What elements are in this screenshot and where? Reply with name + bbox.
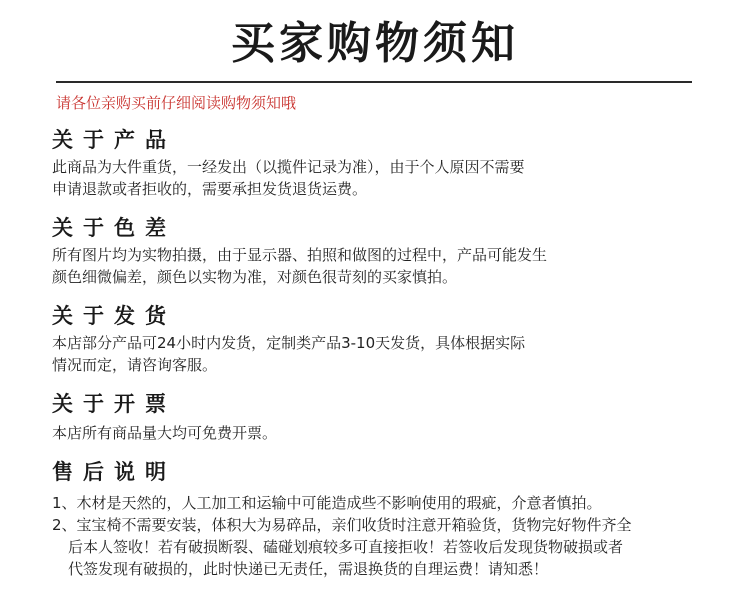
section-color-line-1: 所有图片均为实物拍摄，由于显示器、拍照和做图的过程中，产品可能发生 [52,246,548,264]
section-heading-invoice: 关于开票 [52,392,176,416]
section-product-line-1: 此商品为大件重货，一经发出（以揽件记录为准），由于个人原因不需要 [52,158,525,176]
page-title: 买家购物须知 [231,18,519,69]
section-product-line-2: 申请退款或者拒收的，需要承担发货退货运费。 [52,180,368,198]
section-after-sales-line-4: 代签发现有破损的，此时快递已无责任，需退换货的自理运费！请知悉！ [68,560,549,578]
section-after-sales-line-3: 后本人签收！若有破损断裂、磕碰划痕较多可直接拒收！若签收后发现货物破损或者 [68,538,624,556]
section-shipping-line-1: 本店部分产品可24小时内发货，定制类产品3-10天发货，具体根据实际 [52,334,526,352]
section-invoice-line-1: 本店所有商品量大均可免费开票。 [52,424,278,442]
notice-text: 请各位亲购买前仔细阅读购物须知哦 [56,94,297,112]
section-color-line-2: 颜色细微偏差，颜色以实物为准，对颜色很苛刻的买家慎拍。 [52,268,458,286]
section-shipping-line-2: 情况而定，请咨询客服。 [52,356,218,374]
title-divider [56,81,692,83]
section-after-sales-line-2: 2、宝宝椅不需要安装，体积大为易碎品，亲们收货时注意开箱验货，货物完好物件齐全 [52,516,632,534]
section-heading-shipping: 关于发货 [52,304,176,328]
section-heading-after-sales: 售后说明 [52,460,176,484]
section-heading-color: 关于色差 [52,216,176,240]
section-after-sales-line-1: 1、木材是天然的，人工加工和运输中可能造成些不影响使用的瑕疵，介意者慎拍。 [52,494,602,512]
section-heading-product: 关于产品 [52,128,176,152]
